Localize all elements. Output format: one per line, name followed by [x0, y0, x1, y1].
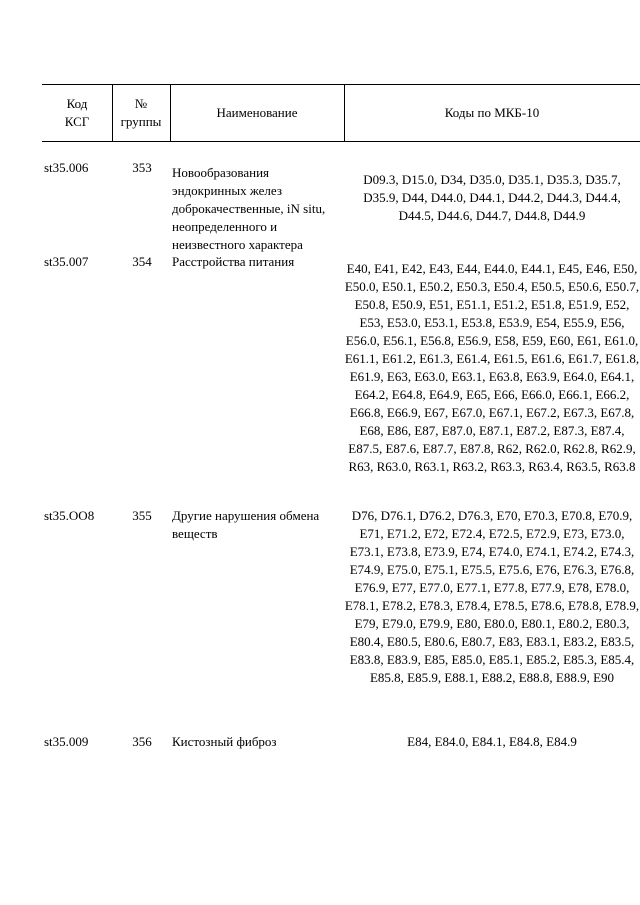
- row-name: Другие нарушения обмена веществ: [172, 508, 320, 541]
- row-code: st35.007: [44, 254, 89, 269]
- header-code: [42, 84, 112, 141]
- row-code: st35.009: [44, 734, 89, 749]
- row-code: st35.006: [44, 160, 89, 175]
- row-icd-codes: E84, E84.0, E84.1, E84.8, E84.9: [407, 734, 577, 749]
- header-icd: [344, 84, 640, 141]
- row-name: Кистозный фиброз: [172, 734, 277, 749]
- row-icd-codes: E40, E41, E42, E43, E44, E44.0, E44.1, E45, E46, E50, E50.0, E50.1, E50.2, E50.3, E50.4, E50.5, E50.6, E50.7, E50.8, E50.9, E51, E51.1, E51.2, E51.8, E51.9, E52, E53, E53.0, E53.1, E53.8, E53.9, E54, E55.9, E56, E56.0, E56.1, E56.8, E56.9, E58, E59, E60, E61, E61.0, E61.1, E61.2, E61.3, E61.4, E61.5, E61.6, E61.7, E61.8, E61.9, E63, E63.0, E63.1, E63.8, E63.9, E64.0, E64.1, E64.2, E64.8, E64.9, E65, E66, E66.0, E66.1, E66.2, E66.8, E66.9, E67, E67.0, E67.1, E67.2, E67.3, E67.8, E68, E86, E87, E87.0, E87.1, E87.2, E87.3, E87.4, E87.5, E87.6, E87.7, E87.8, R62, R62.0, R62.8, R62.9, R63, R63.0, R63.1, R63.2, R63.3, R63.4, R63.5, R63.8: [344, 261, 640, 474]
- row-group-number: 356: [132, 734, 152, 749]
- header-code-label: Код КСГ: [64, 95, 90, 129]
- row-icd-codes: D09.3, D15.0, D34, D35.0, D35.1, D35.3, D35.7, D35.9, D44, D44.0, D44.1, D44.2, D44.3, D44.4, D44.5, D44.6, D44.7, D44.8, D44.9: [363, 172, 621, 223]
- row-name: Расстройства питания: [172, 254, 295, 269]
- header-group-number: [112, 84, 170, 141]
- header-icd-label: Коды по МКБ-10: [444, 104, 540, 120]
- row-group-number: 353: [132, 160, 152, 175]
- row-code: st35.OO8: [44, 508, 95, 523]
- header-name: [170, 84, 344, 141]
- table-header-bottom-rule: [42, 141, 640, 142]
- header-group-number-label: № группы: [120, 95, 162, 129]
- row-icd-codes: D76, D76.1, D76.2, D76.3, E70, E70.3, E70.8, E70.9, E71, E71.2, E72, E72.4, E72.5, E72.9, E73, E73.0, E73.1, E73.8, E73.9, E74, E74.0, E74.1, E74.2, E74.3, E74.9, E75.0, E75.1, E75.5, E75.6, E76, E76.3, E76.8, E76.9, E77, E77.0, E77.1, E77.8, E77.9, E78, E78.0, E78.1, E78.2, E78.3, E78.4, E78.5, E78.6, E78.8, E78.9, E79, E79.0, E79.9, E80, E80.0, E80.1, E80.2, E80.3, E80.4, E80.5, E80.6, E80.7, E83, E83.1, E83.2, E83.5, E83.8, E83.9, E85, E85.0, E85.1, E85.2, E85.3, E85.4, E85.8, E85.9, E88.1, E88.2, E88.8, E88.9, E90: [344, 508, 640, 685]
- header-name-label: Наименование: [216, 104, 298, 120]
- row-group-number: 354: [132, 254, 152, 269]
- row-name: Новообразования эндокринных желез доброкачественные, iN situ, неопределенного и неизвестного характера: [172, 165, 326, 252]
- row-group-number: 355: [132, 508, 152, 523]
